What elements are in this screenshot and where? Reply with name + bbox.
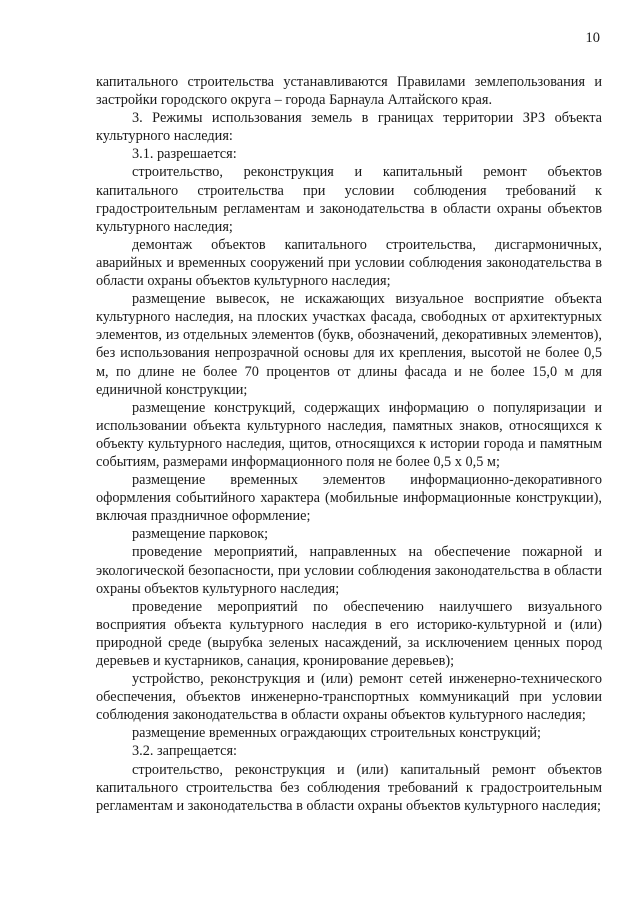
paragraph-continuation: капитального строительства устанавливаются Правилами землепользования и застройки городского округа – города Барнаула Алтайского края. (96, 74, 602, 109)
subsection-3-2-heading: 3.2. запрещается: (132, 743, 237, 760)
allowed-item-safety-measures: проведение мероприятий, направленных на обеспечение пожарной и экологической безопасности, при условии соблюдения законодательства в области охраны объектов культурного наследия; (96, 544, 602, 597)
allowed-item-info-structures: размещение конструкций, содержащих информацию о популяризации и использовании объекта культурного наследия, памятных знаков, относящихся к объекту культурного наследия, щитов, относящихся к истории города и памятным событиям, размерами информационного поля не более 0,5 х 0,5 м; (96, 399, 602, 470)
allowed-item-temporary-decor: размещение временных элементов информационно-декоративного оформления событийного характера (мобильные информационные конструкции), включая праздничное оформление; (96, 472, 602, 525)
section-3-heading: 3. Режимы использования земель в границах территории ЗРЗ объекта культурного наследия: (96, 110, 602, 145)
page-number: 10 (585, 30, 600, 46)
subsection-3-1-heading: 3.1. разрешается: (132, 146, 237, 163)
allowed-item-visual-perception: проведение мероприятий по обеспечению наилучшего визуального восприятия объекта культурного наследия в его историко-культурной и (или) природной среде (вырубка зеленых насаждений, за исключением ценных пород деревьев и кустарников, санация, кронирование деревьев); (96, 598, 602, 669)
allowed-item-temporary-fences: размещение временных ограждающих строительных конструкций; (132, 725, 541, 742)
allowed-item-engineering-networks: устройство, реконструкция и (или) ремонт сетей инженерно-технического обеспечения, объектов инженерно-транспортных коммуникаций при условии соблюдения законодательства в области охраны объектов культурного наследия; (96, 671, 602, 724)
allowed-item-signage: размещение вывесок, не искажающих визуальное восприятие объекта культурного наследия, на плоских участках фасада, свободных от архитектурных элементов, из отдельных элементов (букв, обозначений, декоративных элементов), без использования непрозрачной основы для их крепления, высотой не более 0,5 м, по длине не более 70 процентов от длины фасада и не более 15,0 м для единичной конструкции; (96, 291, 602, 398)
document-body (96, 73, 602, 815)
allowed-item-construction: строительство, реконструкция и капитальный ремонт объектов капитального строительства при условии соблюдения требований к градостроительным регламентам и законодательства в области охраны объектов культурного наследия; (96, 164, 602, 235)
allowed-item-parking: размещение парковок; (132, 526, 269, 543)
allowed-item-demolition: демонтаж объектов капитального строительства, дисгармоничных, аварийных и временных сооружений при условии соблюдения законодательства в области охраны объектов культурного наследия; (96, 236, 602, 290)
prohibited-item-construction: строительство, реконструкция и (или) капитальный ремонт объектов капитального строительства без соблюдения требований к градостроительным регламентам и законодательства в области охраны объектов культурного наследия; (96, 761, 602, 814)
